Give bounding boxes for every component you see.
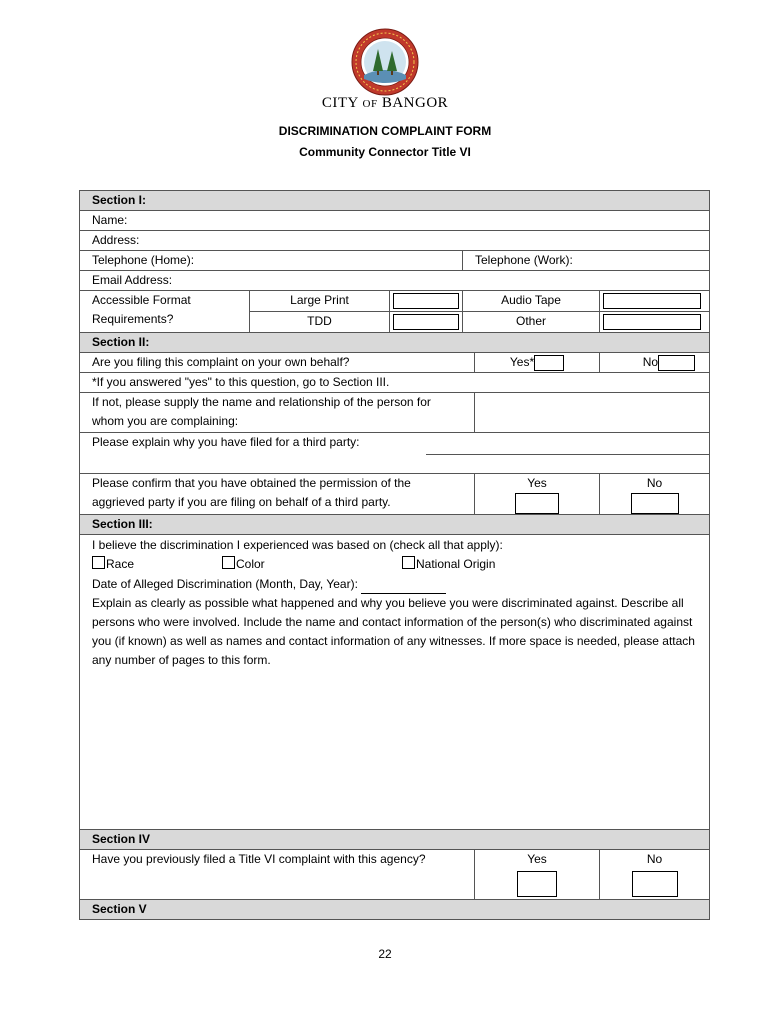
previous-complaint-yes: Yes	[475, 850, 600, 900]
date-of-discrimination: Date of Alleged Discrimination (Month, Day, Year):	[92, 575, 697, 594]
previous-complaint-no: No	[600, 850, 710, 900]
previous-complaint-yes-checkbox[interactable]	[517, 871, 557, 897]
section-2-heading: Section II:	[80, 333, 710, 353]
basis-checkbox-row	[92, 555, 697, 575]
name-field[interactable]: Name:	[80, 211, 710, 231]
other-format-checkbox[interactable]	[600, 312, 710, 333]
section-3-heading: Section III:	[80, 515, 710, 535]
discrimination-basis-question: I believe the discrimination I experienced was based on (check all that apply):	[92, 538, 503, 552]
complaint-form-table	[79, 190, 710, 920]
color-checkbox[interactable]	[222, 556, 235, 569]
email-field[interactable]: Email Address:	[80, 271, 710, 291]
permission-yes-checkbox[interactable]	[515, 493, 559, 514]
permission-yes: Yes	[475, 474, 600, 515]
permission-confirm-label: Please confirm that you have obtained the permission of the aggrieved party if you are filing on behalf of a third party.	[80, 474, 475, 515]
large-print-checkbox[interactable]	[390, 291, 463, 312]
third-party-explanation-field[interactable]: Please explain why you have filed for a third party:	[80, 433, 710, 474]
own-behalf-yes: Yes*	[475, 353, 600, 373]
own-behalf-no: No	[600, 353, 710, 373]
own-behalf-question: Are you filing this complaint on your own behalf?	[80, 353, 475, 373]
tdd-label: TDD	[250, 312, 390, 333]
page-number: 22	[378, 947, 392, 961]
permission-no-checkbox[interactable]	[631, 493, 679, 514]
other-format-label: Other	[463, 312, 600, 333]
permission-no: No	[600, 474, 710, 515]
section-1-heading: Section I:	[80, 191, 710, 211]
third-party-name-label: If not, please supply the name and relationship of the person for whom you are complaining:	[80, 393, 475, 433]
previous-complaint-no-checkbox[interactable]	[632, 871, 678, 897]
race-option[interactable]: Race	[92, 555, 134, 574]
race-checkbox[interactable]	[92, 556, 105, 569]
telephone-work-field[interactable]: Telephone (Work):	[463, 251, 710, 271]
date-input-line[interactable]	[361, 581, 446, 594]
city-seal-logo	[350, 27, 420, 97]
telephone-home-field[interactable]: Telephone (Home):	[80, 251, 463, 271]
section-5-heading: Section V	[80, 900, 710, 920]
national-origin-option[interactable]: National Origin	[402, 555, 495, 574]
if-yes-note: *If you answered "yes" to this question, go to Section III.	[80, 373, 710, 393]
own-behalf-yes-checkbox[interactable]	[534, 355, 564, 371]
tdd-checkbox[interactable]	[390, 312, 463, 333]
address-field[interactable]: Address:	[80, 231, 710, 251]
third-party-name-field[interactable]	[475, 393, 710, 433]
explain-instructions: Explain as clearly as possible what happened and why you believe you were discriminated against. Describe all persons who were involved. Include the name and contact information of the person(s) who discriminated against you (if known) as well as names and contact information of any witnesses. If more space is needed, please attach any number of pages to this form.	[92, 596, 695, 667]
accessible-format-label: Accessible Format Requirements?	[80, 291, 250, 333]
large-print-label: Large Print	[250, 291, 390, 312]
audio-tape-checkbox[interactable]	[600, 291, 710, 312]
form-title: DISCRIMINATION COMPLAINT FORM	[278, 124, 492, 138]
own-behalf-no-checkbox[interactable]	[658, 355, 695, 371]
national-origin-checkbox[interactable]	[402, 556, 415, 569]
city-name: CITY OF BANGOR	[321, 95, 449, 111]
section-3-body	[80, 535, 710, 830]
color-option[interactable]: Color	[222, 555, 265, 574]
section-4-heading: Section IV	[80, 830, 710, 850]
audio-tape-label: Audio Tape	[463, 291, 600, 312]
form-subtitle: Community Connector Title VI	[299, 145, 471, 159]
previous-complaint-question: Have you previously filed a Title VI complaint with this agency?	[80, 850, 475, 900]
